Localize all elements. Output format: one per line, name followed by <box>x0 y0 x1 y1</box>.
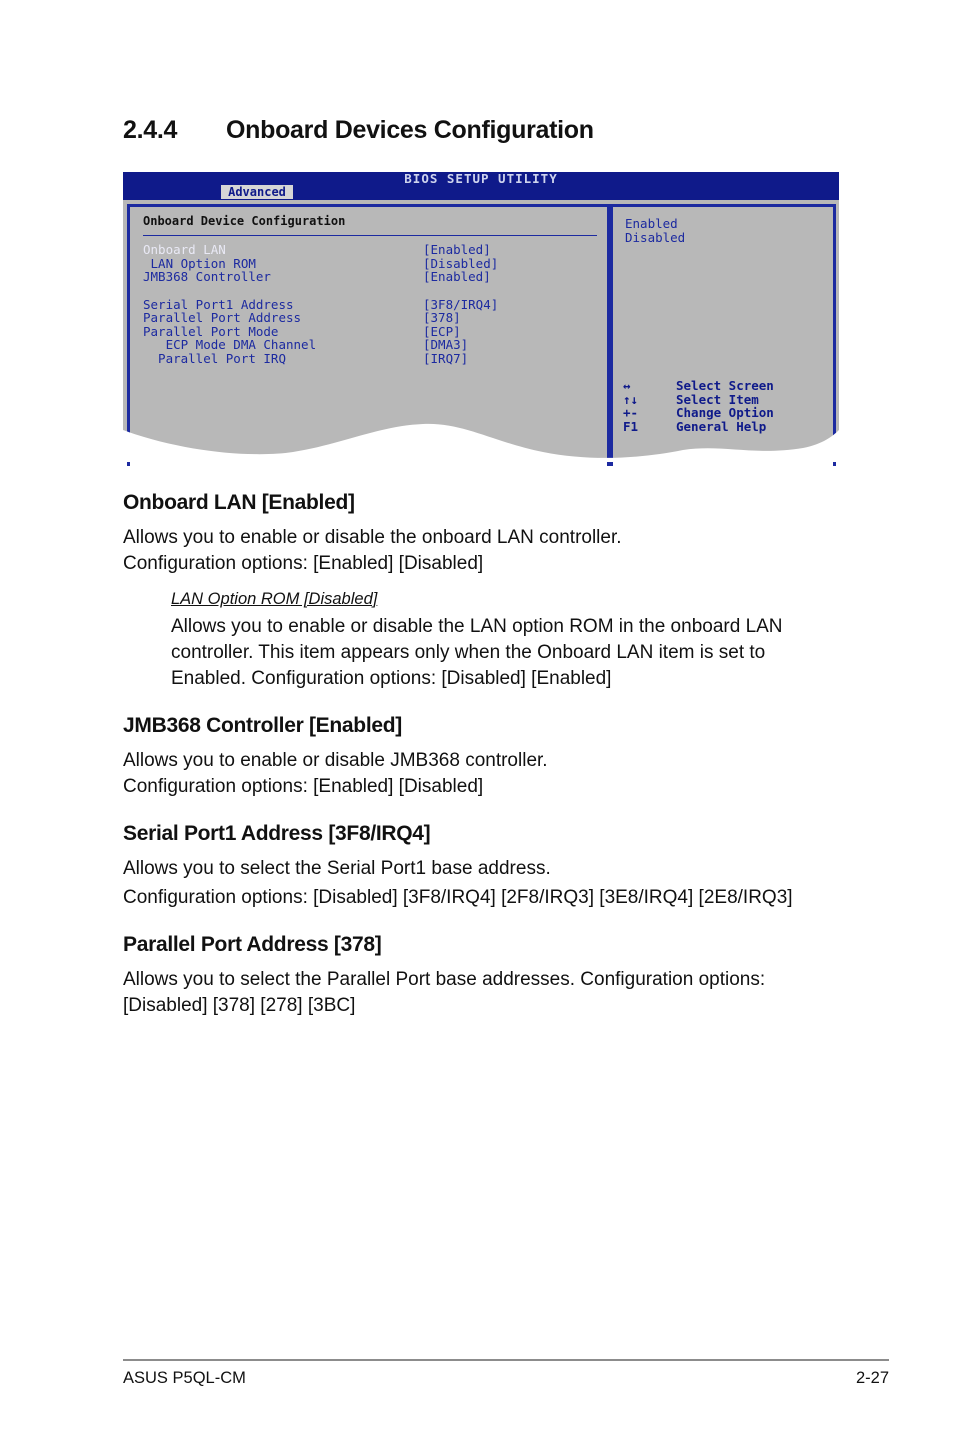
section-title <box>123 116 594 145</box>
key-legend-desc: General Help <box>676 418 767 434</box>
serial-port1-desc-line1: Allows you to select the Serial Port1 base address. <box>123 858 551 879</box>
lan-option-rom-desc-line1: Allows you to enable or disable the LAN option ROM in the onboard LAN <box>171 616 783 637</box>
lan-option-rom-desc-line2: controller. This item appears only when the Onboard LAN item is set to <box>171 642 766 663</box>
jmb368-desc-line2: Configuration options: [Enabled] [Disabled] <box>123 776 484 797</box>
bios-row-label: JMB368 Controller <box>143 269 271 284</box>
bios-row-parallel-port-address[interactable] <box>143 310 461 325</box>
bios-row-value: [Enabled] <box>423 242 491 257</box>
footer-page-number: 2-27 <box>855 1369 889 1387</box>
jmb368-desc-line1: Allows you to enable or disable JMB368 controller. <box>123 750 548 771</box>
bios-row-jmb368-controller[interactable] <box>143 269 491 284</box>
f1-key-label: F1 <box>623 418 639 434</box>
bios-row-value: [Disabled] <box>423 256 499 271</box>
bios-heading-divider <box>143 235 597 236</box>
serial-port1-desc-line2: Configuration options: [Disabled] [3F8/IRQ4] [2F8/IRQ3] [3E8/IRQ4] [2E8/IRQ3] <box>123 887 793 908</box>
key-legend-desc: Change Option <box>676 405 774 420</box>
bios-screenshot <box>123 172 839 462</box>
bios-row-value: [IRQ7] <box>423 351 469 366</box>
section-number: 2.4.4 <box>123 116 178 144</box>
left-right-arrow-icon: ↔ <box>623 378 631 393</box>
bios-row-ecp-mode-dma-channel[interactable] <box>143 337 469 352</box>
bios-screen-heading: Onboard Device Configuration <box>143 214 346 228</box>
onboard-lan-heading: Onboard LAN [Enabled] <box>123 491 355 514</box>
bios-row-value: [ECP] <box>423 324 461 339</box>
bios-row-value: [DMA3] <box>423 337 469 352</box>
onboard-lan-desc-line1: Allows you to enable or disable the onboard LAN controller. <box>123 527 622 548</box>
bios-row-label: ECP Mode DMA Channel <box>143 337 317 352</box>
serial-port1-heading: Serial Port1 Address [3F8/IRQ4] <box>123 822 431 845</box>
bios-header-bar <box>123 172 839 200</box>
lan-option-rom-heading: LAN Option ROM [Disabled] <box>171 590 378 608</box>
bios-row-label: Onboard LAN <box>143 242 226 257</box>
bios-tab-advanced[interactable]: Advanced <box>221 185 293 199</box>
bios-option-disabled[interactable]: Disabled <box>625 230 686 245</box>
onboard-lan-desc-line2: Configuration options: [Enabled] [Disabled] <box>123 553 484 574</box>
parallel-port-desc-line2: [Disabled] [378] [278] [3BC] <box>123 995 356 1016</box>
section-title-text: Onboard Devices Configuration <box>226 116 594 144</box>
bios-row-parallel-port-irq[interactable] <box>143 351 469 366</box>
jmb368-heading: JMB368 Controller [Enabled] <box>123 714 402 737</box>
footer-product: ASUS P5QL-CM <box>123 1369 246 1387</box>
bios-row-value: [378] <box>423 310 461 325</box>
up-down-arrow-icon: ↑↓ <box>623 391 639 407</box>
plus-minus-icon: +- <box>623 405 639 420</box>
key-legend-desc: Select Screen <box>676 378 774 393</box>
parallel-port-desc-line1: Allows you to select the Parallel Port base addresses. Configuration options: <box>123 969 766 990</box>
bios-option-enabled[interactable]: Enabled <box>625 216 678 231</box>
bios-utility-title: BIOS SETUP UTILITY <box>404 171 558 186</box>
bios-row-label: LAN Option ROM <box>143 256 256 271</box>
torn-edge <box>123 418 839 462</box>
bios-row-label: Serial Port1 Address <box>143 297 294 312</box>
lan-option-rom-desc-line3: Enabled. Configuration options: [Disabled] [Enabled] <box>171 668 612 689</box>
footer-rule <box>123 1359 889 1361</box>
key-legend-desc: Select Item <box>676 391 759 407</box>
parallel-port-heading: Parallel Port Address [378] <box>123 933 382 956</box>
bios-row-label: Parallel Port Address <box>143 310 302 325</box>
bios-row-onboard-lan[interactable] <box>143 242 491 257</box>
bios-row-label: Parallel Port Mode <box>143 324 279 339</box>
bios-row-value: [3F8/IRQ4] <box>423 297 499 312</box>
bios-row-value: [Enabled] <box>423 269 491 284</box>
bios-row-label: Parallel Port IRQ <box>143 351 286 366</box>
